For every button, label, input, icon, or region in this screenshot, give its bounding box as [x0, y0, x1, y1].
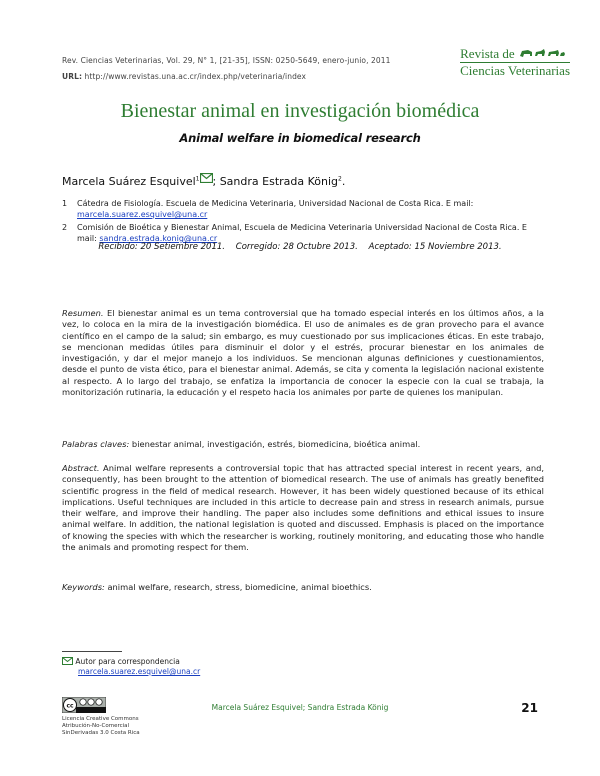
abstract-label: Abstract.: [62, 463, 100, 473]
correspondence-email-link[interactable]: marcela.suarez.esquivel@una.cr: [78, 667, 201, 676]
affiliation-2: 2 Comisión de Bioética y Bienestar Animal, Escuela de Medicina Veterinaria Universidad Nacional de Costa Rica. E mail: sandra.estrada.konig@una.cr: [62, 223, 527, 243]
author-2: ; Sandra Estrada König: [212, 175, 339, 188]
received-date: Recibido: 20 Setiembre 2011.: [98, 242, 225, 252]
author-1: Marcela Suárez Esquivel: [62, 175, 196, 188]
journal-url[interactable]: http://www.revistas.una.ac.cr/index.php/veterinaria/index: [84, 72, 307, 81]
envelope-icon: [62, 657, 73, 665]
animals-silhouette-icon: [518, 47, 566, 59]
affiliation-1-email-link[interactable]: marcela.suarez.esquivel@una.cr: [77, 210, 208, 219]
article-dates: [0, 242, 600, 252]
correspondence-label: Autor para correspondencia: [75, 657, 180, 666]
cc-badge-text: cc: [66, 702, 74, 710]
logo-line-1: Revista de: [460, 47, 570, 61]
footer-authors: Marcela Suárez Esquivel; Sandra Estrada König: [211, 703, 389, 712]
accepted-date: Aceptado: 15 Noviembre 2013.: [368, 242, 502, 252]
resumen-paragraph: Resumen. El bienestar animal es un tema controversial que ha tomado especial interés en los últimos años, a la vez, lo coloca en la mira de la investigación biomédica. El uso de animales es de gran provecho para el avance científico en el campo de la salud; sin embargo, es muy cuestionado por sus implicaciones éticas. En este trabajo, se mencionan medidas útiles para disminuir el dolor y el estrés, procurar bienestar en los animales de investigación, y dar el mejor manejo a los individuos. Se mencionan algunas definiciones y cuestionamientos, desde el punto de vista ético, para el bienestar animal. Además, se cita y comenta la legislación nacional existente al respecto. A lo largo del trabajo, se enfatiza la importancia de conocer la especie con la cual se trabaja, la monitorización rutinaria, la educación y el respeto hacia los animales por parte de quienes los manipulan.: [62, 308, 544, 398]
correspondence-note: [62, 657, 200, 677]
affiliation-2-email-link[interactable]: sandra.estrada.konig@una.cr: [99, 234, 218, 243]
affiliation-1: 1 Cátedra de Fisiología. Escuela de Medicina Veterinaria, Universidad Nacional de Costa Rica. E mail: marcela.suarez.esquivel@una.cr: [62, 199, 474, 219]
license-text: Licencia Creative Commons Atribución-No-Comercial SinDerivadas 3.0 Costa Rica: [62, 716, 140, 736]
author-1-sup: 1: [195, 175, 200, 183]
abstract-paragraph: Abstract. Animal welfare represents a controversial topic that has attracted special interest in recent years, and, consequently, has been brought to the attention of biomedical research. The use of animals has greatly benefited scientific progress in the field of medical research. However, it has been widely questioned because of its ethical implications. Useful techniques are included in this article to decrease pain and stress in research animals, pursue their welfare, and improve their handling. The paper also includes some definitions and ethical issues to insure animal welfare. In addition, the national legislation is quoted and discussed. Emphasis is placed on the importance of knowing the species with which the researcher is working, routinely monitoring, and educating those who handle the animals and promoting respect for them.: [62, 463, 544, 553]
author-line: Marcela Suárez Esquivel$^1$ ; Sandra Estrada König$^2$.: [62, 175, 346, 188]
article-title: Bienestar animal en investigación biomédica: [120, 100, 480, 122]
footnote-divider: [62, 651, 122, 652]
envelope-icon[interactable]: [200, 173, 213, 183]
resumen-label: Resumen.: [62, 308, 104, 318]
keywords: Keywords: animal welfare, research, stress, biomedicine, animal bioethics.: [62, 582, 372, 592]
palabras-claves: Palabras claves: bienestar animal, investigación, estrés, biomedicina, bioética animal.: [62, 439, 421, 449]
journal-citation: Rev. Ciencias Veterinarias, Vol. 29, N° 1, [21-35], ISSN: 0250-5649, enero-junio, 2011: [62, 56, 391, 65]
page-number: 21: [521, 701, 538, 715]
author-2-sup: 2: [338, 175, 342, 183]
keywords-label: Keywords:: [62, 582, 105, 592]
url-label: URL:: [62, 72, 83, 81]
article-subtitle: Animal welfare in biomedical research: [179, 131, 421, 145]
journal-logo: [460, 47, 570, 78]
journal-url-line: [62, 72, 306, 81]
palabras-label: Palabras claves:: [62, 439, 130, 449]
corrected-date: Corregido: 28 Octubre 2013.: [235, 242, 358, 252]
logo-line-2: Ciencias Veterinarias: [460, 63, 570, 78]
